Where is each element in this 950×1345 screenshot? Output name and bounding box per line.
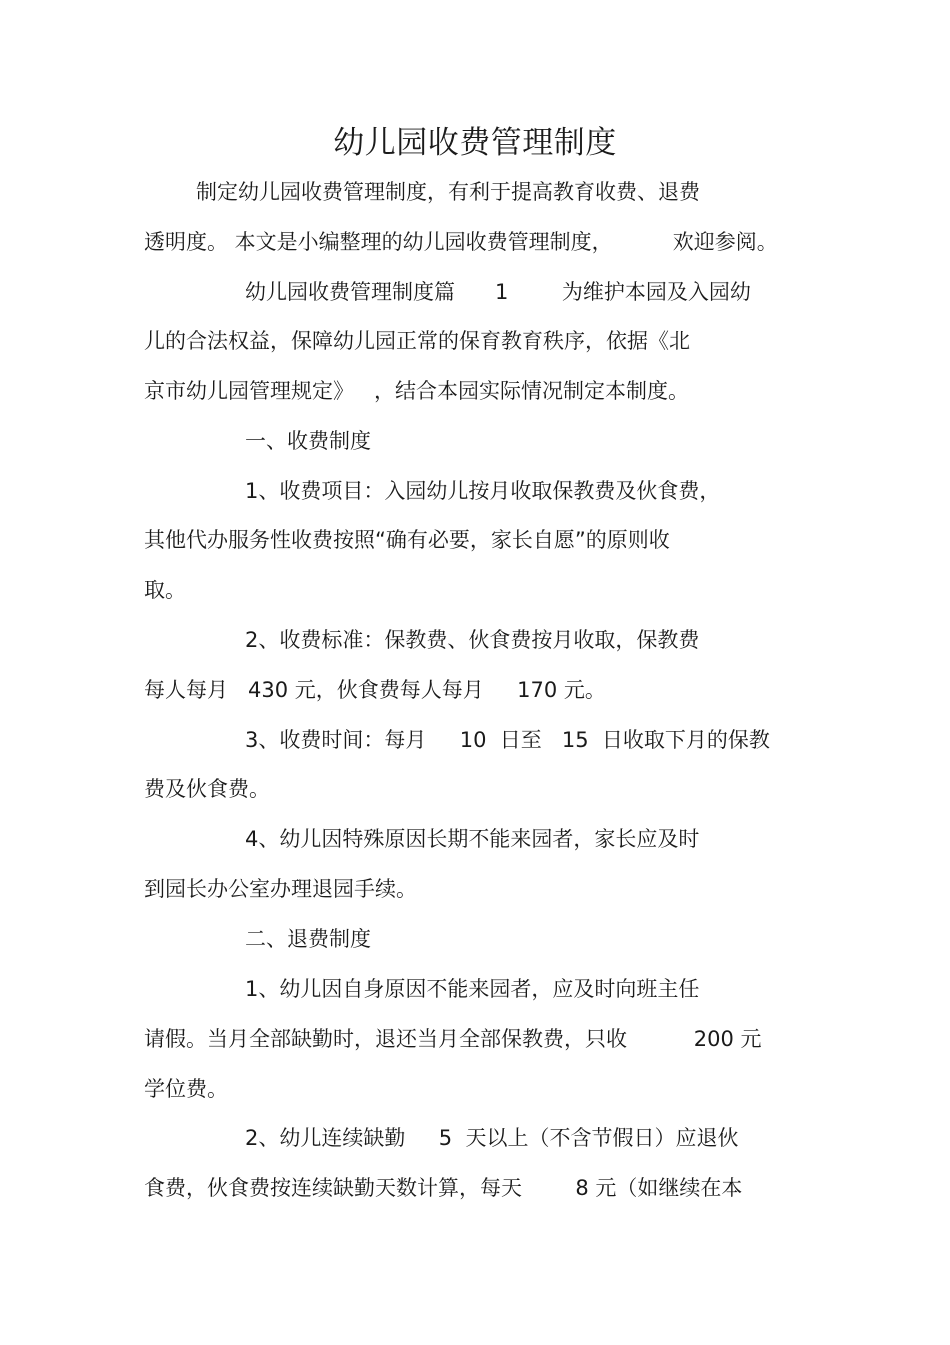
- paragraph-line: 透明度。 本文是小编整理的幼儿园收费管理制度， 欢迎参阅。: [144, 230, 778, 254]
- paragraph-line: 制定幼儿园收费管理制度，有利于提高教育收费、退费: [196, 180, 700, 204]
- paragraph-line: 学位费。: [144, 1077, 228, 1101]
- paragraph-line: 京市幼儿园管理规定》 ，结合本园实际情况制定本制度。: [144, 379, 690, 403]
- paragraph-line: 2、收费标准：保教费、伙食费按月收取，保教费: [245, 628, 700, 652]
- paragraph-line: 每人每月 430 元，伙食费每人每月 170 元。: [144, 678, 606, 702]
- section-heading: 二、退费制度: [245, 927, 371, 951]
- paragraph-line: 儿的合法权益，保障幼儿园正常的保育教育秩序，依据《北: [144, 329, 690, 353]
- paragraph-line: 2、幼儿连续缺勤 5 天以上（不含节假日）应退伙: [245, 1126, 739, 1150]
- paragraph-line: 食费，伙食费按连续缺勤天数计算，每天 8 元（如继续在本: [144, 1176, 743, 1200]
- section-heading: 一、收费制度: [245, 429, 371, 453]
- paragraph-line: 4、幼儿因特殊原因长期不能来园者，家长应及时: [245, 827, 700, 851]
- paragraph-line: 请假。当月全部缺勤时，退还当月全部保教费，只收 200 元: [144, 1027, 762, 1051]
- paragraph-line: 其他代办服务性收费按照“确有必要，家长自愿”的原则收: [144, 528, 670, 552]
- paragraph-line: 到园长办公室办理退园手续。: [144, 877, 417, 901]
- paragraph-line: 1、收费项目：入园幼儿按月收取保教费及伙食费，: [245, 479, 721, 503]
- paragraph-line: 3、收费时间：每月 10 日至 15 日收取下月的保教: [245, 728, 770, 752]
- document-title: 幼儿园收费管理制度: [333, 125, 617, 161]
- paragraph-line: 取。: [144, 578, 186, 602]
- paragraph-line: 1、幼儿因自身原因不能来园者，应及时向班主任: [245, 977, 700, 1001]
- paragraph-line: 幼儿园收费管理制度篇 1 为维护本园及入园幼: [245, 280, 751, 304]
- paragraph-line: 费及伙食费。: [144, 777, 270, 801]
